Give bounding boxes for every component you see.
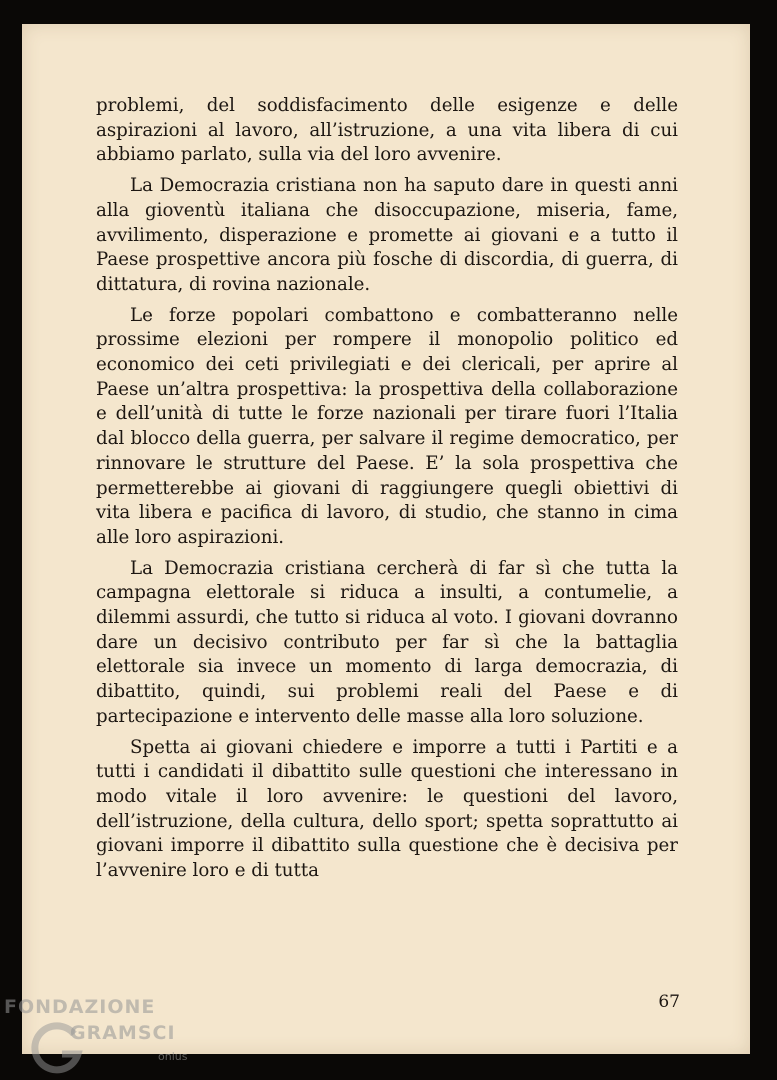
paragraph: La Democrazia cristiana cercherà di far sì che tutta la campagna elettorale si riduca a insulti, a contumelie, a dilemmi assurdi, che tutto si riduca al voto. I giovani dovranno dare un decisivo contributo per far sì che la battaglia elettorale sia invece un momento di larga democrazia, di dibattito, quindi, sui problemi reali del Paese e di partecipazione e intervento delle masse alla loro soluzione. <box>96 557 678 727</box>
watermark-line1: FONDAZIONE <box>4 996 156 1018</box>
page-text <box>96 94 678 890</box>
watermark-subtitle: onlus <box>158 1050 188 1063</box>
watermark-line2: GRAMSCI <box>70 1022 176 1044</box>
paragraph: La Democrazia cristiana non ha saputo dare in questi anni alla gioventù italiana che disoccupazione, miseria, fame, avvilimento, disperazione e promette ai giovani e a tutto il Paese prospettive ancora più fosche di discordia, di guerra, di dittatura, di rovina nazionale. <box>96 175 678 295</box>
paragraph: Le forze popolari combattono e combatteranno nelle prossime elezioni per rompere il monopolio politico ed economico dei ceti privilegiati e dei clericali, per aprire al Paese un’altra prospettiva: la prospettiva della collaborazione e dell’unità di tutte le forze nazionali per tirare fuori l’Italia dal blocco della guerra, per salvare il regime democratico, per rinnovare le strutture del Paese. E’ la sola prospettiva che permetterebbe ai giovani di raggiungere quegli obiettivi di vita libera e pacifica di lavoro, di studio, che stanno in cima alle loro aspirazioni. <box>96 304 678 548</box>
paragraph: problemi, del soddisfacimento delle esigenze e delle aspirazioni al lavoro, all’istruzione, a una vita libera di cui abbiamo parlato, sulla via del loro avvenire. <box>96 95 678 166</box>
paragraph: Spetta ai giovani chiedere e imporre a tutti i Partiti e a tutti i candidati il dibattito sulle questioni che interessano in modo vitale il loro avvenire: le questioni del lavoro, dell’istruzione, della cultura, dello sport; spetta soprattutto ai giovani imporre il dibattito sulla questione che è decisiva per l’avvenire loro e di tutta <box>96 736 678 882</box>
book-page <box>22 24 750 1054</box>
page-number: 67 <box>658 992 680 1012</box>
